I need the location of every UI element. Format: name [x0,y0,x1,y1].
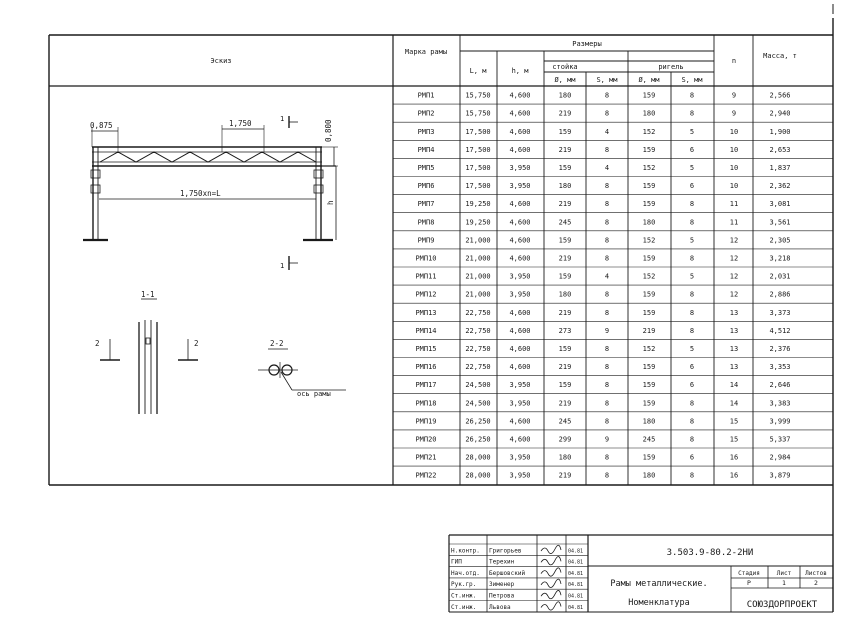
table-cell: 159 [558,164,572,172]
table-cell: 2,031 [769,272,791,281]
table-cell: 12 [729,290,739,299]
frame-mark-cell: РМП1 [417,91,435,100]
table-row [418,92,791,100]
table-cell: 4,600 [509,345,531,353]
section-1-1-labels [95,290,199,348]
frame-mark-cell: РМП18 [415,399,437,408]
section-2-mark-right: 2 [194,339,199,348]
table-cell: 14 [729,399,739,408]
frame-mark-cell: РМП9 [417,236,435,245]
table-cell: 219 [558,145,572,154]
frame-mark-cell: РМП21 [415,453,437,462]
table-cell: 11 [729,200,739,209]
table-cell: 152 [642,272,656,281]
frame-mark-cell: РМП16 [415,363,437,372]
dim-height-label: 0,800 [324,119,333,142]
table-cell: 3,950 [509,471,531,480]
table-row [415,254,790,262]
signature-mark [541,602,561,610]
table-cell: 17,500 [465,182,491,191]
table-cell: 8 [604,236,610,245]
table-cell: 13 [729,326,739,335]
table-cell: 28,000 [465,453,491,462]
table-cell: 6 [689,363,695,372]
staff-date: 04.81 [568,604,584,611]
table-cell: 8 [604,109,610,118]
table-cell: 4,600 [509,200,531,209]
frame-elevation-labels [90,115,335,270]
frame-mark-cell: РМП12 [415,290,437,299]
table-cell: 4,600 [509,127,531,136]
nomenclature-table-grid [49,35,833,485]
header-s-col: S, мм [596,76,618,84]
table-cell: 3,950 [509,399,531,408]
table-row [415,472,790,480]
table-row [418,164,791,172]
table-row [418,128,791,136]
table-cell: 159 [642,200,656,209]
table-cell: 3,353 [769,363,791,372]
drawing-title-line-2: Номенклатура [628,598,690,608]
table-cell: 8 [604,290,610,299]
table-cell: 9 [604,435,610,444]
table-cell: 3,950 [509,182,531,191]
signature-mark [541,590,561,598]
staff-date: 04.81 [568,582,584,589]
sheets-label: Листов [805,570,827,577]
table-cell: 5 [689,272,695,281]
table-cell: 21,000 [465,236,491,245]
sheet-value: 1 [782,579,786,587]
table-cell: 19,250 [465,200,491,209]
table-row [415,309,790,317]
header-d-col: Ø, мм [554,76,576,84]
table-cell: 8 [604,145,610,154]
table-cell: 159 [642,381,656,390]
table-cell: 180 [642,471,656,480]
table-cell: 180 [558,453,572,462]
sheet-label: Лист [776,570,792,577]
table-cell: 15 [729,417,739,426]
frame-mark-cell: РМП17 [415,381,437,390]
table-cell: 4,512 [769,326,791,335]
staff-name: Григорьев [489,547,522,555]
staff-name: Зименер [489,581,515,589]
section-mark-top: 1 [280,115,285,123]
table-cell: 15,750 [465,109,491,118]
header-n: n [731,57,737,65]
table-cell: 4,600 [509,308,531,317]
table-cell: 4,600 [509,91,531,100]
section-2-mark-left: 2 [95,339,100,348]
header-mass: Масса, т [763,52,797,60]
table-cell: 159 [642,290,656,299]
table-row [415,454,790,462]
table-cell: 3,950 [509,272,531,281]
staff-name: Петрова [489,592,515,600]
table-body [415,92,790,480]
axis-label: ось рамы [297,390,331,398]
table-row [418,200,791,208]
table-cell: 3,373 [769,308,791,317]
table-row [415,436,790,444]
header-L: L, м [469,67,487,75]
header-s-beam: S, мм [681,76,703,84]
table-cell: 6 [689,453,695,462]
signature-mark [541,579,561,587]
table-cell: 299 [558,435,572,444]
table-cell: 3,081 [769,200,791,209]
table-cell: 15,750 [465,91,491,100]
table-cell: 8 [604,471,610,480]
header-mark: Марка рамы [404,48,448,56]
table-cell: 2,940 [769,109,791,118]
table-cell: 13 [729,308,739,317]
table-cell: 152 [642,345,656,353]
frame-mark-cell: РМП7 [417,200,435,209]
title-block-staff [449,544,588,611]
table-cell: 219 [558,308,572,317]
table-cell: 2,646 [769,381,791,390]
table-cell: 8 [604,200,610,209]
table-cell: 22,750 [465,308,491,317]
table-cell: 245 [642,435,656,444]
table-cell: 159 [642,145,656,154]
table-cell: 8 [689,290,695,299]
table-cell: 159 [642,363,656,372]
table-cell: 22,750 [465,326,491,335]
signature-mark [541,545,561,553]
table-cell: 8 [604,91,610,100]
table-cell: 159 [642,453,656,462]
table-cell: 8 [604,345,610,353]
table-row [415,417,790,425]
table-row [418,236,791,244]
table-cell: 159 [642,254,656,263]
frame-mark-cell: РМП8 [417,218,435,227]
organization-name: СОЮЗДОРПРОЕКТ [746,600,818,610]
table-cell: 159 [642,308,656,317]
table-cell: 5,337 [769,435,791,444]
table-cell: 8 [689,308,695,317]
table-cell: 152 [642,164,656,172]
table-cell: 1,837 [769,164,791,172]
table-row [418,110,791,118]
table-cell: 12 [729,272,739,281]
table-cell: 8 [604,417,610,426]
table-cell: 24,500 [465,399,491,408]
section-1-title: 1-1 [141,290,155,299]
frame-mark-cell: РМП6 [417,182,435,191]
table-cell: 3,879 [769,471,791,480]
table-cell: 8 [689,399,695,408]
table-cell: 8 [689,254,695,263]
header-sizes: Размеры [572,40,602,48]
table-cell: 159 [558,236,572,245]
table-cell: 3,999 [769,417,791,426]
table-row [415,399,790,407]
table-cell: 21,000 [465,290,491,299]
section-1-1-sketch [100,299,198,414]
table-cell: 16 [729,453,739,462]
table-cell: 3,950 [509,164,531,172]
frame-mark-cell: РМП13 [415,308,437,317]
staff-name: Львова [489,603,511,611]
table-cell: 8 [604,399,610,408]
table-cell: 9 [731,91,737,100]
table-cell: 10 [729,127,739,136]
table-cell: 219 [558,109,572,118]
staff-date: 04.81 [568,593,584,600]
table-cell: 8 [689,471,695,480]
table-cell: 5 [689,164,695,172]
staff-role: Ст.инж. [451,592,477,600]
table-cell: 26,250 [465,417,491,426]
table-cell: 24,500 [465,381,491,390]
table-cell: 8 [604,381,610,390]
table-header [210,40,796,84]
table-cell: 8 [689,109,695,118]
frame-mark-cell: РМП22 [415,471,437,480]
table-cell: 245 [558,417,572,426]
sheets-value: 2 [814,579,818,587]
table-cell: 21,000 [465,254,491,263]
table-cell: 180 [642,109,656,118]
table-cell: 152 [642,127,656,136]
table-row [415,381,790,389]
title-block-text [610,548,826,610]
table-cell: 159 [558,345,572,353]
table-cell: 3,561 [769,218,791,227]
table-cell: 4 [604,164,610,172]
table-cell: 8 [689,91,695,100]
table-cell: 219 [558,399,572,408]
signature-mark [541,568,561,576]
table-cell: 4 [604,272,610,281]
drawing-title-line-1: Рамы металлические. [610,579,708,589]
table-cell: 3,950 [509,290,531,299]
dim-span-label: 1,750хn=L [180,189,221,198]
table-cell: 159 [558,381,572,390]
table-cell: 17,500 [465,127,491,136]
table-cell: 159 [642,91,656,100]
staff-date: 04.81 [568,570,584,577]
table-cell: 5 [689,127,695,136]
table-cell: 4,600 [509,218,531,227]
table-cell: 180 [558,290,572,299]
staff-name: Терехин [489,558,515,566]
table-cell: 8 [604,363,610,372]
frame-mark-cell: РМП20 [415,435,437,444]
stage-label: Стадия [738,570,760,577]
table-cell: 4 [604,127,610,136]
staff-role: Ст.инж. [451,603,477,611]
table-cell: 12 [729,254,739,263]
table-cell: 19,250 [465,218,491,227]
table-cell: 4,600 [509,254,531,263]
table-cell: 3,218 [769,254,791,263]
table-cell: 219 [642,326,656,335]
table-cell: 5 [689,236,695,245]
staff-date: 04.81 [568,559,584,566]
table-cell: 8 [604,254,610,263]
table-cell: 159 [642,399,656,408]
table-cell: 159 [558,272,572,281]
table-cell: 5 [689,345,695,353]
table-cell: 180 [642,417,656,426]
section-mark-bottom: 1 [280,262,285,270]
stage-value: Р [747,579,751,587]
table-cell: 14 [729,381,739,390]
table-cell: 2,984 [769,453,791,462]
drawing-code: 3.503.9-80.2-2НИ [666,548,754,558]
frame-mark-cell: РМП5 [417,164,435,172]
frame-mark-cell: РМП3 [417,127,435,136]
table-cell: 8 [689,200,695,209]
header-scheme: Эскиз [210,57,232,65]
frame-mark-cell: РМП14 [415,326,437,335]
header-h: h, м [511,67,529,75]
frame-mark-cell: РМП15 [415,345,437,353]
table-cell: 1,900 [769,127,791,136]
dim-left-label: 0,875 [90,121,113,130]
table-cell: 159 [558,127,572,136]
table-row [415,291,790,299]
table-cell: 4,600 [509,236,531,245]
frame-mark-cell: РМП4 [417,145,435,154]
table-cell: 22,750 [465,363,491,372]
table-cell: 2,653 [769,145,791,154]
table-cell: 17,500 [465,164,491,172]
table-cell: 2,305 [769,236,791,245]
table-cell: 8 [689,218,695,227]
table-cell: 8 [604,182,610,191]
table-cell: 6 [689,145,695,154]
table-cell: 273 [558,326,572,335]
table-cell: 4,600 [509,417,531,426]
table-cell: 219 [558,254,572,263]
table-cell: 8 [689,417,695,426]
table-cell: 10 [729,145,739,154]
table-row [415,363,790,371]
table-cell: 8 [604,218,610,227]
table-cell: 13 [729,345,739,353]
table-cell: 180 [558,182,572,191]
table-row [418,182,791,190]
table-cell: 3,950 [509,453,531,462]
table-cell: 4,600 [509,435,531,444]
frame-mark-cell: РМП10 [415,254,437,263]
table-cell: 4,600 [509,145,531,154]
table-cell: 8 [604,453,610,462]
staff-role: Н.контр. [451,547,480,555]
dim-h-label: h [326,200,335,205]
table-cell: 9 [731,109,737,118]
table-cell: 8 [604,308,610,317]
table-cell: 219 [558,200,572,209]
dim-panel-label: 1,750 [229,119,252,128]
table-cell: 180 [642,218,656,227]
table-cell: 15 [729,435,739,444]
table-cell: 219 [558,363,572,372]
table-cell: 2,376 [769,345,791,353]
table-cell: 28,000 [465,471,491,480]
table-cell: 13 [729,363,739,372]
staff-date: 04.81 [568,548,584,555]
table-cell: 6 [689,381,695,390]
table-row [418,146,791,154]
table-cell: 4,600 [509,109,531,118]
table-cell: 21,000 [465,272,491,281]
frame-mark-cell: РМП11 [415,272,437,281]
table-cell: 17,500 [465,145,491,154]
table-cell: 4,600 [509,363,531,372]
table-cell: 10 [729,182,739,191]
table-cell: 219 [558,471,572,480]
table-cell: 8 [689,326,695,335]
table-row [418,218,791,226]
table-cell: 9 [604,326,610,335]
table-cell: 3,383 [769,399,791,408]
section-2-title: 2-2 [270,339,284,348]
table-row [415,327,790,335]
table-row [415,345,790,353]
frame-mark-cell: РМП2 [417,109,435,118]
table-cell: 4,600 [509,326,531,335]
table-row-lines [393,104,833,466]
header-beam: ригель [658,63,684,71]
staff-role: Рук.гр. [451,581,477,589]
table-cell: 159 [642,182,656,191]
table-cell: 2,886 [769,290,791,299]
table-cell: 6 [689,182,695,191]
table-cell: 2,566 [769,91,791,100]
table-row [415,273,790,281]
table-cell: 11 [729,218,739,227]
table-cell: 2,362 [769,182,791,191]
table-cell: 152 [642,236,656,245]
table-cell: 26,250 [465,435,491,444]
header-column: стойка [552,63,578,71]
section-2-2-sketch [258,349,346,390]
staff-role: ГИП [451,558,462,566]
table-cell: 16 [729,471,739,480]
table-cell: 3,950 [509,381,531,390]
staff-role: Нач.отд. [451,569,480,577]
staff-name: Бершовский [489,569,526,577]
table-cell: 245 [558,218,572,227]
table-cell: 10 [729,164,739,172]
frame-mark-cell: РМП19 [415,417,437,426]
table-cell: 180 [558,91,572,100]
header-d-beam: Ø, мм [638,76,660,84]
table-cell: 22,750 [465,345,491,353]
signature-mark [541,557,561,565]
table-cell: 12 [729,236,739,245]
table-cell: 8 [689,435,695,444]
